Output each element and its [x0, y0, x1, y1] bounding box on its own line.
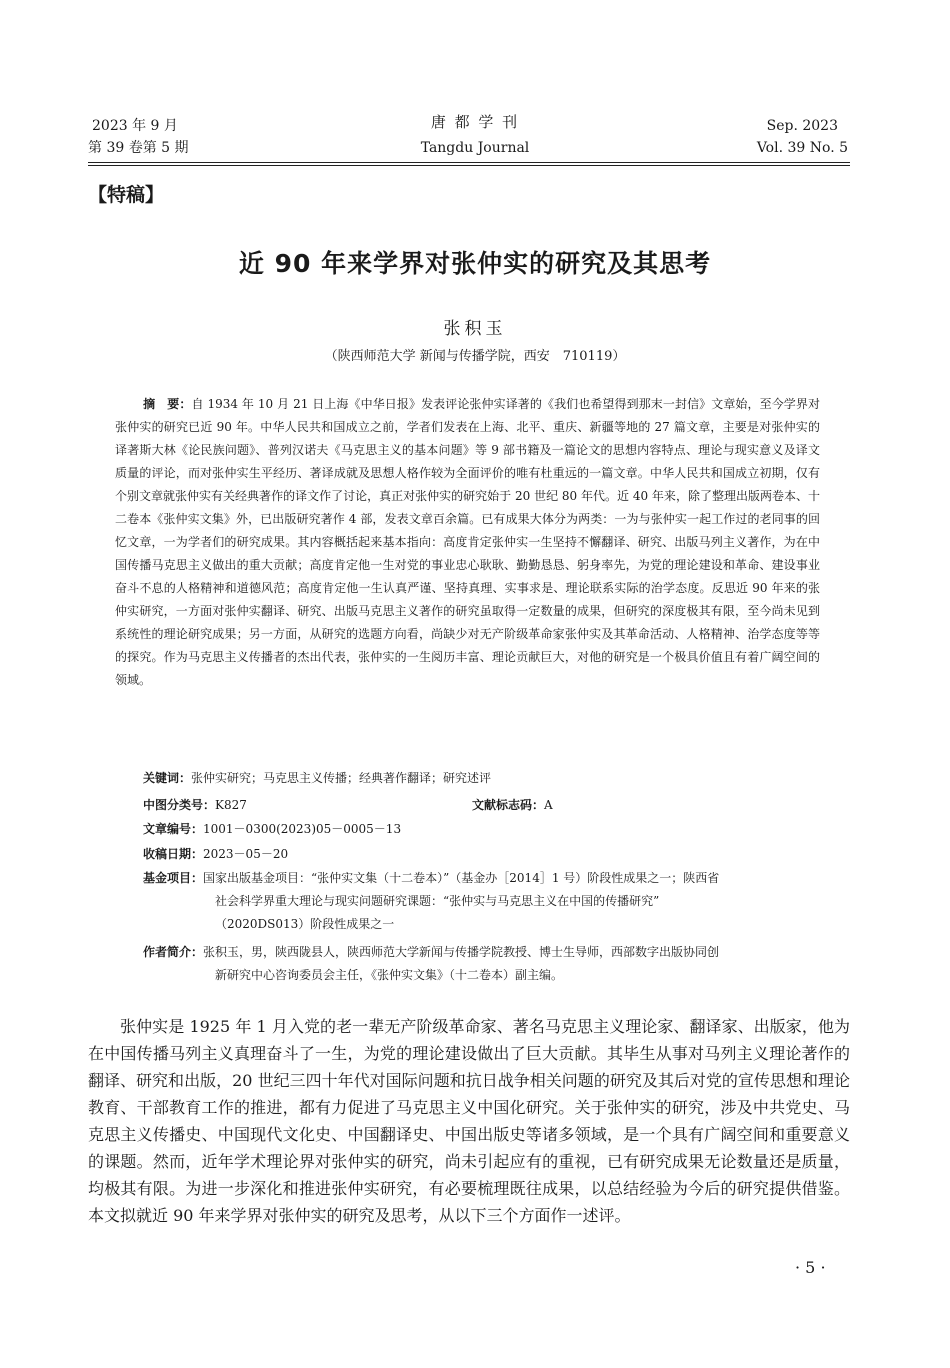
page-number: · 5 · [795, 1258, 826, 1277]
document-code [472, 794, 553, 817]
header-rule-bottom [88, 165, 850, 166]
journal-title-cn: 唐 都 学 刊 [430, 113, 520, 131]
keywords-text: 张仲实研究；马克思主义传播；经典著作翻译；研究述评 [191, 771, 492, 785]
doc-code-label: 文献标志码： [472, 798, 545, 812]
keywords [143, 767, 491, 790]
fund-label: 基金项目： [143, 871, 204, 885]
header-rule-top [88, 162, 850, 163]
author-affiliation: （陕西师范大学 新闻与传播学院，西安 710119） [324, 349, 626, 364]
abstract-label: 摘 要： [143, 397, 192, 411]
abstract [115, 393, 820, 692]
header-date-cn: 2023 年 9 月 [92, 118, 178, 134]
header-date-en: Sep. 2023 [766, 118, 838, 134]
body-paragraph [88, 1013, 850, 1229]
fund-line-1: 国家出版基金项目：“张仲实文集（十二卷本）”（基金办［2014］1 号）阶段性成果之一；陕西省 [203, 871, 720, 885]
received-text: 2023－05－20 [203, 847, 289, 861]
journal-title-en: Tangdu Journal [420, 140, 530, 156]
author-bio [143, 941, 820, 987]
abstract-text: 自 1934 年 10 月 21 日上海《中华日报》发表评论张仲实译著的《我们也希望得到那末一封信》文章始，至今学界对张仲实的研究已近 90 年。中华人民共和国成立之前，学者们发表在上海、北平、重庆、新疆等地的 27 篇文章，主要是对张仲实的译著斯大林《论民族问题》、普列汉诺夫《马克思主义的基本问题》等 9 部书籍及一篇论文的思想内容特点、理论与现实意义及译文质量的评论，而对张仲实生平经历、著译成就及思想人格作较为全面评价的唯有杜重远的一篇文章。中华人民共和国成立初期，仅有个别文章就张仲实有关经典著作的译文作了讨论，真正对张仲实的研究始于 20 世纪 80 年代。近 40 年来，除了整理出版两卷本、十二卷本《张仲实文集》外，已出版研究著作 4 部，发表文章百余篇。已有成果大体分为两类：一为与张仲实一起工作过的老同事的回忆文章，一为学者们的研究成果。其内容概括起来基本指向：高度肯定张仲实一生坚持不懈翻译、研究、出版马列主义著作，为在中国传播马克思主义做出的重大贡献；高度肯定他一生对党的事业忠心耿耿、勤勤恳恳、躬身率先，为党的理论建设和革命、建设事业奋斗不息的人格精神和道德风范；高度肯定他一生认真严谨、坚持真理、实事求是、理论联系实际的治学态度。反思近 90 年来的张仲实研究，一方面对张仲实翻译、研究、出版马克思主义著作的研究虽取得一定数量的成果，但研究的深度极其有限，至今尚未见到系统性的理论研究成果；另一方面，从研究的选题方向看，尚缺少对无产阶级革命家张仲实及其革命活动、人格精神、治学态度等等的探究。作为马克思主义传播者的杰出代表，张仲实的一生阅历丰富、理论贡献巨大，对他的研究是一个极具价值且有着广阔空间的领域。 [115, 397, 820, 687]
header-issue-en: Vol. 39 No. 5 [756, 140, 848, 156]
header-issue-cn: 第 39 卷第 5 期 [88, 140, 189, 156]
author-name: 张积玉 [443, 319, 507, 339]
article-no-label: 文章编号： [143, 822, 204, 836]
received-date [143, 843, 288, 866]
fund-line-3: （2020DS013）阶段性成果之一 [215, 917, 395, 931]
clc-label: 中图分类号： [143, 798, 216, 812]
author-bio-line-2: 新研究中心咨询委员会主任，《张仲实文集》（十二卷本）副主编。 [215, 968, 564, 982]
author-bio-label: 作者简介： [143, 945, 204, 959]
fund-line-2: 社会科学界重大理论与现实问题研究课题：“张仲实与马克思主义在中国的传播研究” [215, 894, 660, 908]
clc-text: K827 [215, 798, 247, 812]
keywords-label: 关键词： [143, 771, 192, 785]
article-number [143, 818, 401, 841]
clc-number [143, 794, 247, 817]
doc-code-text: A [544, 798, 553, 812]
received-label: 收稿日期： [143, 847, 204, 861]
section-tag: 【特稿】 [88, 184, 165, 206]
article-no-text: 1001－0300(2023)05－0005－13 [203, 822, 402, 836]
article-title: 近 90 年来学界对张仲实的研究及其思考 [238, 249, 712, 278]
author-bio-line-1: 张积玉，男，陕西陇县人，陕西师范大学新闻与传播学院教授、博士生导师，西部数字出版协同创 [203, 945, 720, 959]
body-text: 张仲实是 1925 年 1 月入党的老一辈无产阶级革命家、著名马克思主义理论家、翻译家、出版家，他为在中国传播马列主义真理奋斗了一生，为党的理论建设做出了巨大贡献。其毕生从事对马列主义理论著作的翻译、研究和出版，20 世纪三四十年代对国际问题和抗日战争相关问题的研究及其后对党的宣传思想和理论教育、干部教育工作的推进，都有力促进了马克思主义中国化研究。关于张仲实的研究，涉及中共党史、马克思主义传播史、中国现代文化史、中国翻译史、中国出版史等诸多领域，是一个具有广阔空间和重要意义的课题。然而，近年学术理论界对张仲实的研究，尚未引起应有的重视，已有研究成果无论数量还是质量，均极其有限。为进一步深化和推进张仲实研究，有必要梳理既往成果，以总结经验为今后的研究提供借鉴。本文拟就近 90 年来学界对张仲实的研究及思考，从以下三个方面作一述评。 [88, 1017, 850, 1225]
fund-project [143, 867, 820, 936]
